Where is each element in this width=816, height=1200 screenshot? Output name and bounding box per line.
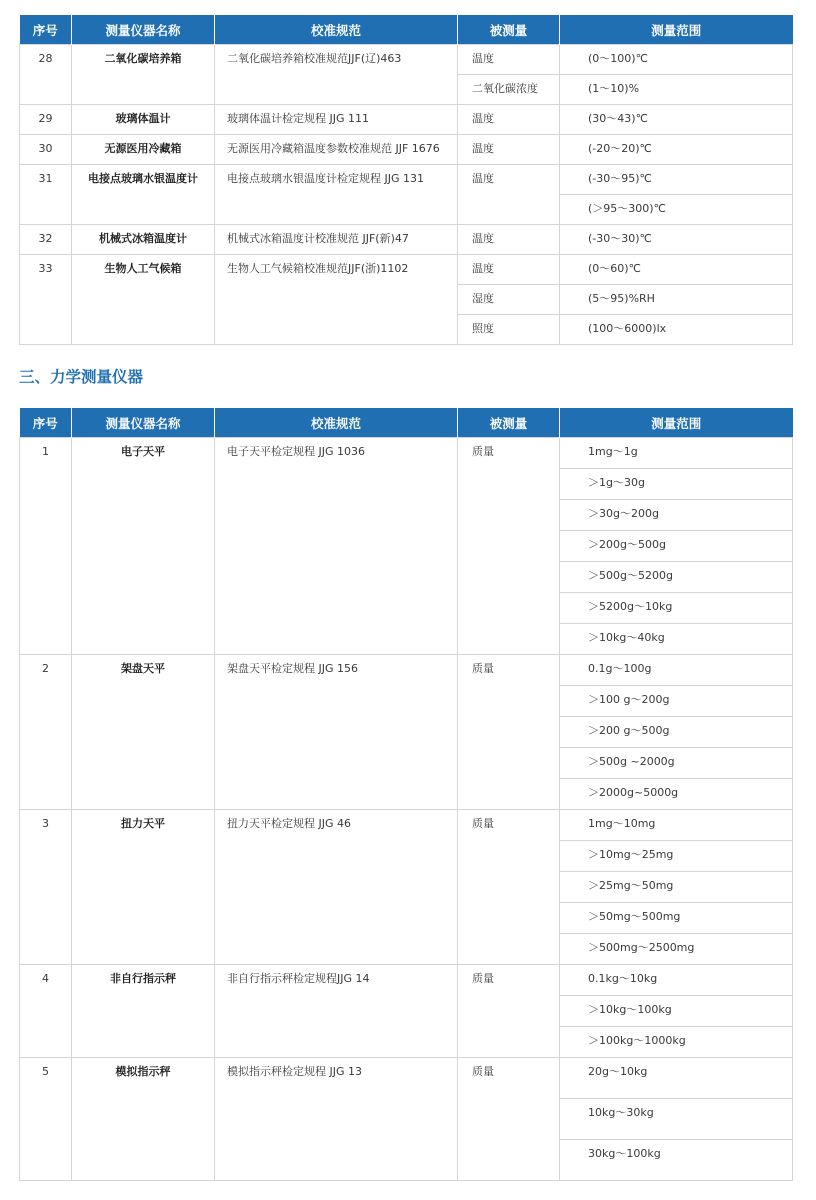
instrument-name: 无源医用冷藏箱 [72,135,215,165]
measurand: 温度 [458,135,560,165]
table-row [20,655,793,686]
row-number: 1 [20,438,72,655]
instrument-name: 模拟指示秤 [72,1058,215,1181]
table-row [20,965,793,996]
measurement-range: ＞10kg～40kg [560,624,793,655]
measurement-range: ＞100 g～200g [560,686,793,717]
measurement-range: ＞200 g～500g [560,717,793,748]
header-instrument-name: 测量仪器名称 [72,408,215,438]
measurement-range: 1mg～10mg [560,810,793,841]
measurement-range: (1～10)% [560,75,793,105]
measurement-range: ＞200g～500g [560,531,793,562]
row-number: 29 [20,105,72,135]
measurand: 湿度 [458,285,560,315]
table-row [20,255,793,285]
instrument-name: 二氧化碳培养箱 [72,45,215,105]
calibration-standard: 无源医用冷藏箱温度参数校准规范 JJF 1676 [215,135,458,165]
measurement-range: ＞50mg～500mg [560,903,793,934]
measurement-range: ＞25mg～50mg [560,872,793,903]
temperature-instrument-table [19,15,793,345]
row-number: 30 [20,135,72,165]
measurement-range: (-20～20)℃ [560,135,793,165]
measurand: 温度 [458,165,560,225]
calibration-standard: 扭力天平检定规程 JJG 46 [215,810,458,965]
instrument-name: 机械式冰箱温度计 [72,225,215,255]
measurement-range: ＞30g～200g [560,500,793,531]
calibration-standard: 生物人工气候箱校准规范JJF(浙)1102 [215,255,458,345]
calibration-standard: 电子天平检定规程 JJG 1036 [215,438,458,655]
measurand: 温度 [458,225,560,255]
header-calibration-standard: 校准规范 [215,408,458,438]
measurand: 质量 [458,810,560,965]
table-row [20,45,793,75]
calibration-standard: 电接点玻璃水银温度计检定规程 JJG 131 [215,165,458,225]
measurement-range: 1mg～1g [560,438,793,469]
measurement-range: (100～6000)lx [560,315,793,345]
calibration-standard: 非自行指示秤检定规程JJG 14 [215,965,458,1058]
section-title: 三、力学测量仪器 [19,368,144,386]
header-measurand: 被测量 [458,408,560,438]
instrument-name: 架盘天平 [72,655,215,810]
row-number: 2 [20,655,72,810]
measurement-range: (30～43)℃ [560,105,793,135]
instrument-name: 电接点玻璃水银温度计 [72,165,215,225]
header-calibration-standard: 校准规范 [215,15,458,45]
measurement-range: 20g～10kg [560,1058,793,1099]
header-measurand: 被测量 [458,15,560,45]
row-number: 31 [20,165,72,225]
table-row [20,810,793,841]
measurand: 质量 [458,965,560,1058]
table-header-row [20,15,793,45]
instrument-name: 玻璃体温计 [72,105,215,135]
measurand: 质量 [458,655,560,810]
measurand: 二氧化碳浓度 [458,75,560,105]
measurand: 温度 [458,255,560,285]
measurement-range: ＞500mg～2500mg [560,934,793,965]
instrument-name: 生物人工气候箱 [72,255,215,345]
measurement-range: ＞500g ~2000g [560,748,793,779]
header-measurement-range: 测量范围 [560,15,793,45]
table-row [20,438,793,469]
header-no: 序号 [20,408,72,438]
measurement-range: 10kg～30kg [560,1099,793,1140]
table-header-row [20,408,793,438]
instrument-name: 非自行指示秤 [72,965,215,1058]
measurement-range: (0～100)℃ [560,45,793,75]
row-number: 5 [20,1058,72,1181]
header-no: 序号 [20,15,72,45]
calibration-standard: 机械式冰箱温度计校准规范 JJF(新)47 [215,225,458,255]
measurement-range: ＞500g～5200g [560,562,793,593]
header-instrument-name: 测量仪器名称 [72,15,215,45]
measurement-range: ＞10kg～100kg [560,996,793,1027]
measurand: 质量 [458,1058,560,1181]
row-number: 33 [20,255,72,345]
row-number: 4 [20,965,72,1058]
measurement-range: ＞2000g~5000g [560,779,793,810]
measurement-range: ＞5200g～10kg [560,593,793,624]
table-row [20,225,793,255]
measurand: 照度 [458,315,560,345]
row-number: 32 [20,225,72,255]
row-number: 28 [20,45,72,105]
measurand: 温度 [458,45,560,75]
measurement-range: (5～95)%RH [560,285,793,315]
table-row [20,105,793,135]
instrument-name: 电子天平 [72,438,215,655]
calibration-standard: 架盘天平检定规程 JJG 156 [215,655,458,810]
measurement-range: ＞100kg～1000kg [560,1027,793,1058]
calibration-standard: 玻璃体温计检定规程 JJG 111 [215,105,458,135]
table-row [20,1058,793,1099]
table-row [20,135,793,165]
measurement-range: 0.1kg～10kg [560,965,793,996]
measurement-range: ＞10mg～25mg [560,841,793,872]
measurand: 温度 [458,105,560,135]
calibration-standard: 二氧化碳培养箱校准规范JJF(辽)463 [215,45,458,105]
table-row [20,165,793,195]
measurement-range: 0.1g～100g [560,655,793,686]
calibration-standard: 模拟指示秤检定规程 JJG 13 [215,1058,458,1181]
instrument-name: 扭力天平 [72,810,215,965]
header-measurement-range: 测量范围 [560,408,793,438]
measurement-range: (＞95～300)℃ [560,195,793,225]
measurement-range: (-30～95)℃ [560,165,793,195]
measurement-range: (-30～30)℃ [560,225,793,255]
measurement-range: ＞1g～30g [560,469,793,500]
measurand: 质量 [458,438,560,655]
measurement-range: 30kg～100kg [560,1140,793,1181]
measurement-range: (0～60)℃ [560,255,793,285]
row-number: 3 [20,810,72,965]
mechanics-instrument-table [19,408,793,1181]
